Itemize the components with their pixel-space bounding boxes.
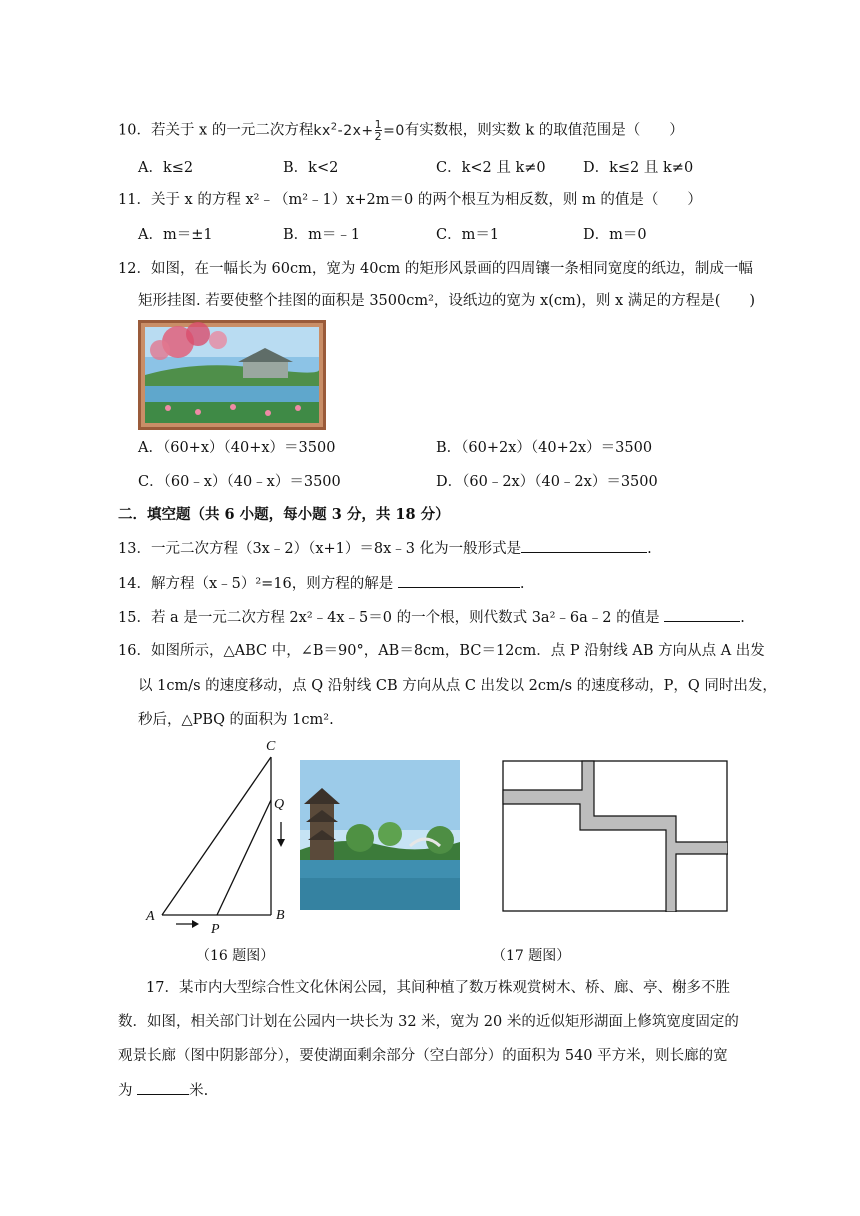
q11-option-a: A．m＝±1 xyxy=(138,227,213,243)
q11-stem: 11．关于 x 的方程 x²﹣（m²﹣1）x+2m＝0 的两个根互为相反数，则 m 的值是（ ） xyxy=(118,192,702,208)
q10-stem: 10．若关于 x 的一元二次方程$kx^2-2x+$ $\frac{1}{2}$ =0有实数根，则实数 k 的取值范围是（ ） xyxy=(118,118,684,144)
figure-16-caption: （16 题图） xyxy=(196,948,275,964)
q11-option-c: C．m＝1 xyxy=(436,227,500,243)
q11-option-d: D．m＝0 xyxy=(583,227,647,243)
q12-option-c: C．（60﹣x）（40﹣x）＝3500 xyxy=(138,474,341,490)
q17-stem-line3: 观景长廊（图中阴影部分），要使湖面剩余部分（空白部分）的面积为 540 平方米，则长廊的宽 xyxy=(118,1048,728,1064)
q17-answer-blank[interactable] xyxy=(137,1080,189,1095)
q16-stem-line3: 秒后，△PBQ 的面积为 1cm². xyxy=(138,712,334,728)
lake-corridor-diagram xyxy=(502,760,728,912)
q10-option-b: B．k<2 xyxy=(283,160,339,176)
q14-answer-blank[interactable] xyxy=(398,573,520,588)
q10-equation: $kx^2-2x+$ $\frac{1}{2}$ =0 xyxy=(313,118,405,144)
label-c: C xyxy=(266,739,276,754)
q15-stem: 15．若 a 是一元二次方程 2x²﹣4x﹣5＝0 的一个根，则代数式 3a²﹣6a﹣2 的值是 . xyxy=(118,607,745,628)
q12-stem-line2: 矩形挂图. 若要使整个挂图的面积是 3500cm²，设纸边的宽为 x(cm)，则 x 满足的方程是( ) xyxy=(138,293,756,309)
q17-stem-line2: 数．如图，相关部门计划在公园内一块长为 32 米，宽为 20 米的近似矩形湖面上修筑宽度固定的 xyxy=(118,1014,739,1030)
triangle-diagram xyxy=(140,735,300,935)
park-pagoda-image xyxy=(300,760,460,910)
q12-option-a: A．（60+x）（40+x）＝3500 xyxy=(138,440,336,456)
q13-stem: 13．一元二次方程（3x﹣2）（x+1）＝8x﹣3 化为一般形式是 . xyxy=(118,538,652,559)
q17-stem-line4: 为 米. xyxy=(118,1080,208,1101)
q16-stem-line2: 以 1cm/s 的速度移动，点 Q 沿射线 CB 方向从点 C 出发以 2cm/s 的速度移动，P，Q 同时出发， xyxy=(138,678,777,694)
label-b: B xyxy=(276,908,285,923)
q12-option-b: B．（60+2x）（40+2x）＝3500 xyxy=(436,440,653,456)
figure-17-caption: （17 题图） xyxy=(492,948,571,964)
q11-option-b: B．m＝﹣1 xyxy=(283,227,361,243)
q16-stem-line1: 16．如图所示，△ABC 中，∠B＝90°，AB＝8cm，BC＝12cm．点 P 沿射线 AB 方向从点 A 出发 xyxy=(118,643,765,659)
landscape-painting-image xyxy=(138,320,326,430)
q14-stem: 14．解方程（x﹣5）²=16，则方程的解是 . xyxy=(118,573,524,594)
label-a: A xyxy=(146,909,155,924)
q10-option-d: D．k≤2 且 k≠0 xyxy=(583,160,694,176)
label-p: P xyxy=(211,922,220,935)
section-heading-fill-in: 二．填空题（共 6 小题，每小题 3 分，共 18 分） xyxy=(118,506,450,523)
q12-stem-line1: 12．如图，在一幅长为 60cm，宽为 40cm 的矩形风景画的四周镶一条相同宽度的纸边，制成一幅 xyxy=(118,261,753,277)
q13-answer-blank[interactable] xyxy=(521,538,647,553)
q10-option-a: A．k≤2 xyxy=(138,160,194,176)
q17-stem-line1: 17．某市内大型综合性文化休闲公园，其间种植了数万株观赏树木、桥、廊、亭、榭多不胜 xyxy=(146,980,730,996)
q15-answer-blank[interactable] xyxy=(664,607,740,622)
q10-option-c: C．k<2 且 k≠0 xyxy=(436,160,546,176)
label-q: Q xyxy=(274,797,285,812)
q12-option-d: D．（60﹣2x）（40﹣2x）＝3500 xyxy=(436,474,658,490)
